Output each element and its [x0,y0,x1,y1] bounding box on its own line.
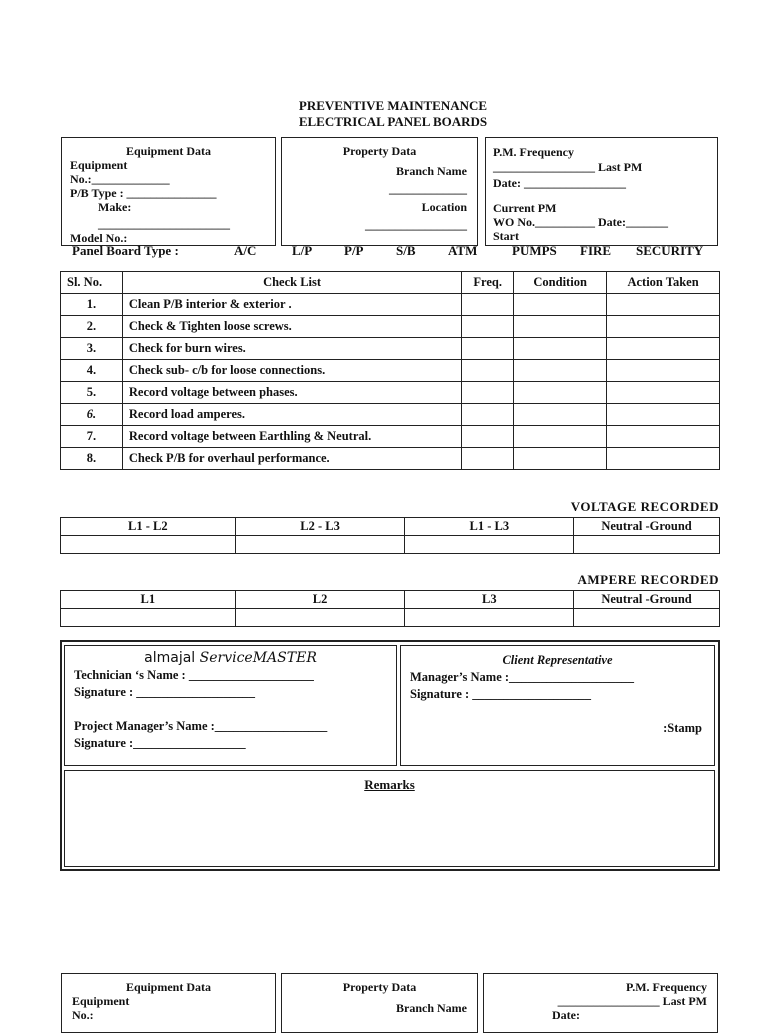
property-data-box-repeat [281,973,478,1033]
equipment-label: Equipment [70,158,128,172]
ampere-col-l1: L1 [61,591,236,609]
ampere-col-l2: L2 [235,591,405,609]
pm-frequency-box [485,137,718,246]
freq-cell[interactable] [462,448,514,470]
col-check-list: Check List [122,272,461,294]
pm-frequency-header: P.M. Frequency [493,145,574,159]
table-row [61,448,720,470]
check-item: Record voltage between Earthling & Neutral. [122,426,461,448]
branch-name-label: Branch Name [396,164,467,178]
checklist-header-row [61,272,720,294]
branch-name-field[interactable]: _____________ [389,182,467,196]
last-pm-date-field[interactable]: Date: _________________ [493,176,626,190]
property-data-box [281,137,478,246]
voltage-table [60,517,720,554]
panel-board-type-row [72,246,720,262]
remarks-box[interactable] [64,770,715,867]
equipment-label-repeat: Equipment [72,994,130,1008]
freq-cell[interactable] [462,294,514,316]
row-number: 1. [61,294,123,316]
current-pm-label: Current PM [493,201,557,215]
make-field[interactable]: ______________________ [98,217,230,231]
action-cell[interactable] [607,382,720,404]
panel-type-fire[interactable]: FIRE [580,246,612,258]
ampere-table [60,590,720,627]
action-cell[interactable] [607,316,720,338]
col-sl-no: Sl. No. [61,272,123,294]
row-number: 8. [61,448,123,470]
row-number: 5. [61,382,123,404]
ampere-recorded-title: AMPERE RECORDED [577,572,719,587]
freq-cell[interactable] [462,404,514,426]
freq-cell[interactable] [462,426,514,448]
technician-box [64,645,397,766]
voltage-header-row [61,518,720,536]
pm-frequency-header-repeat: P.M. Frequency [626,980,707,994]
ampere-neutral-ground-cell[interactable] [574,609,720,627]
panel-board-type-label: Panel Board Type : [72,246,179,258]
check-item: Check sub- c/b for loose connections. [122,360,461,382]
row-number: 4. [61,360,123,382]
panel-type-pp[interactable]: P/P [344,246,364,258]
make-label: Make: [98,200,132,214]
location-label: Location [421,200,467,214]
voltage-value-row [61,536,720,554]
freq-cell[interactable] [462,382,514,404]
check-item: Clean P/B interior & exterior . [122,294,461,316]
action-cell[interactable] [607,360,720,382]
equipment-data-box-repeat [61,973,276,1033]
check-item: Record load amperes. [122,404,461,426]
check-item: Check P/B for overhaul performance. [122,448,461,470]
property-data-header-repeat: Property Data [342,980,417,994]
form-title-line2: ELECTRICAL PANEL BOARDS [298,114,488,129]
model-no-label: Model No.: [70,231,128,245]
company-name [65,650,396,667]
voltage-col-l1-l3: L1 - L3 [405,518,574,536]
table-row [61,382,720,404]
ampere-header-row [61,591,720,609]
equipment-data-header-repeat: Equipment Data [125,980,211,994]
equipment-data-header: Equipment Data [125,144,211,158]
condition-cell[interactable] [514,404,607,426]
condition-cell[interactable] [514,382,607,404]
location-field[interactable]: _________________ [365,218,467,232]
ampere-l3-cell[interactable] [405,609,574,627]
voltage-l1-l3-cell[interactable] [405,536,574,554]
freq-cell[interactable] [462,316,514,338]
pm-frequency-box-repeat [483,973,718,1033]
panel-type-pumps[interactable]: PUMPS [512,246,557,258]
voltage-neutral-ground-cell[interactable] [574,536,720,554]
row-number: 7. [61,426,123,448]
action-cell[interactable] [607,426,720,448]
start-label: Start [493,229,519,243]
checklist-table [60,271,720,470]
table-row [61,294,720,316]
client-representative-header: Client Representative [502,653,613,667]
voltage-col-neutral-ground: Neutral -Ground [574,518,720,536]
manager-name-field[interactable]: Manager’s Name :____________________ [410,670,635,684]
technician-signature-field[interactable]: Signature : ___________________ [74,685,256,699]
technician-name-field[interactable]: Technician ‘s Name : ____________________ [74,668,314,682]
check-item: Record voltage between phases. [122,382,461,404]
voltage-l1-l2-cell[interactable] [61,536,236,554]
voltage-col-l1-l2: L1 - L2 [61,518,236,536]
check-item: Check for burn wires. [122,338,461,360]
pb-type-field[interactable]: P/B Type : _______________ [70,186,217,200]
client-box [400,645,715,766]
last-pm-field[interactable]: _________________ Last PM [493,160,643,174]
ampere-l2-cell[interactable] [235,609,405,627]
row-number: 3. [61,338,123,360]
action-cell[interactable] [607,404,720,426]
panel-type-security[interactable]: SECURITY [636,246,704,258]
wo-no-date-field[interactable]: WO No.__________ Date:_______ [493,215,668,229]
voltage-l2-l3-cell[interactable] [235,536,405,554]
table-row [61,360,720,382]
form-title-line1: PREVENTIVE MAINTENANCE [298,98,488,113]
ampere-col-neutral-ground: Neutral -Ground [574,591,720,609]
ampere-col-l3: L3 [405,591,574,609]
col-condition: Condition [514,272,607,294]
col-freq: Freq. [462,272,514,294]
condition-cell[interactable] [514,316,607,338]
table-row [61,404,720,426]
check-item: Check & Tighten loose screws. [122,316,461,338]
company-name-italic: ServiceMASTER [199,650,317,666]
equipment-data-box [61,137,276,246]
panel-type-sb[interactable]: S/B [396,246,416,258]
action-cell[interactable] [607,448,720,470]
voltage-col-l2-l3: L2 - L3 [235,518,405,536]
condition-cell[interactable] [514,338,607,360]
property-data-header: Property Data [342,144,417,158]
equipment-no-field[interactable]: No.:_____________ [70,172,170,186]
panel-type-ac[interactable]: A/C [234,246,257,258]
action-cell[interactable] [607,338,720,360]
row-number: 6. [61,404,123,426]
last-pm-field-repeat[interactable]: _________________ Last PM [557,994,707,1008]
table-row [61,426,720,448]
condition-cell[interactable] [514,294,607,316]
freq-cell[interactable] [462,338,514,360]
manager-signature-field[interactable]: Signature : ___________________ [410,687,592,701]
panel-type-lp[interactable]: L/P [292,246,313,258]
action-cell[interactable] [607,294,720,316]
ampere-l1-cell[interactable] [61,609,236,627]
branch-name-label-repeat: Branch Name [396,1001,467,1015]
date-label-repeat: Date: [552,1008,580,1022]
condition-cell[interactable] [514,360,607,382]
freq-cell[interactable] [462,360,514,382]
company-name-plain: almajal [144,650,200,666]
row-number: 2. [61,316,123,338]
stamp-label: :Stamp [663,721,702,735]
col-action-taken: Action Taken [607,272,720,294]
remarks-label: Remarks [364,777,415,792]
project-manager-signature-field[interactable]: Signature :__________________ [74,736,246,750]
condition-cell[interactable] [514,426,607,448]
ampere-value-row [61,609,720,627]
equipment-no-label-repeat: No.: [72,1008,94,1022]
table-row [61,338,720,360]
condition-cell[interactable] [514,448,607,470]
project-manager-name-field[interactable]: Project Manager’s Name :__________________ [74,719,328,733]
table-row [61,316,720,338]
panel-type-atm[interactable]: ATM [448,246,478,258]
voltage-recorded-title: VOLTAGE RECORDED [570,499,719,514]
